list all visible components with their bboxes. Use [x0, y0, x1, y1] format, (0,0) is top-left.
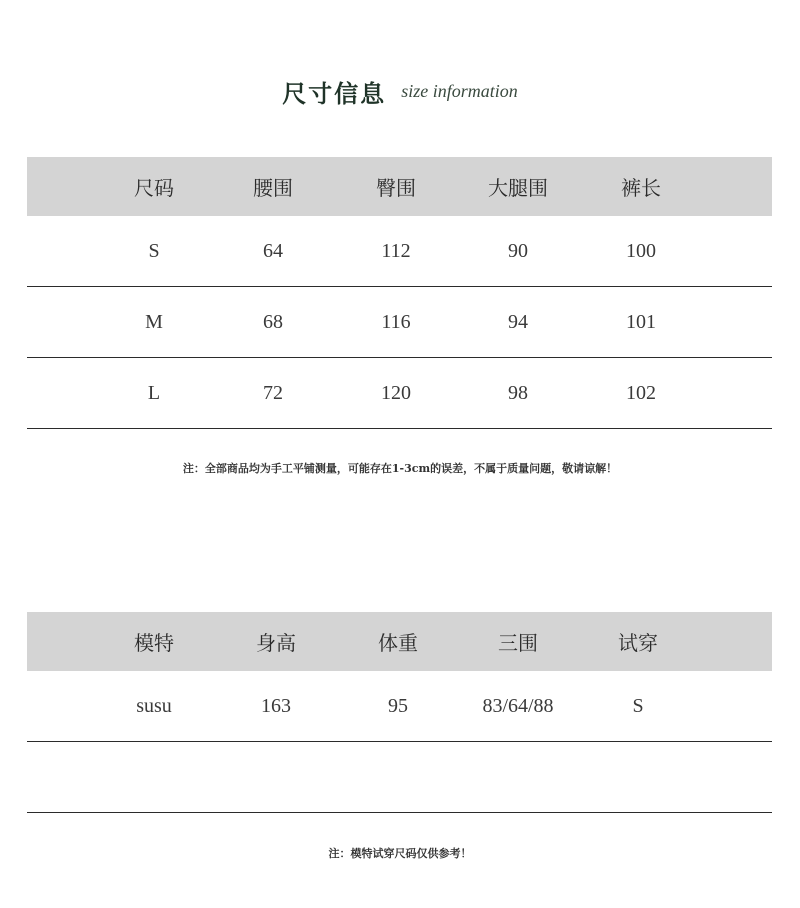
cell-hip: 120 — [381, 381, 411, 404]
model-table — [27, 612, 772, 813]
cell-length: 100 — [626, 239, 656, 262]
cell-length: 102 — [626, 381, 656, 404]
table-row — [27, 358, 772, 429]
size-note: 注：全部商品均为手工平铺测量，可能存在1-3cm的误差，不属于质量问题，敬请谅解！ — [182, 462, 618, 475]
cell-thigh: 94 — [508, 310, 528, 333]
cell-hip: 116 — [381, 310, 411, 333]
cell-model: susu — [136, 694, 172, 717]
title-english: size information — [401, 81, 518, 101]
cell-waist: 72 — [263, 381, 283, 404]
cell-thigh: 90 — [508, 239, 528, 262]
header-weight: 体重 — [378, 631, 418, 655]
title-chinese: 尺寸信息 — [282, 79, 387, 108]
table-row — [27, 671, 772, 742]
model-table-header — [27, 612, 772, 671]
cell-height: 163 — [261, 694, 291, 717]
header-length: 裤长 — [621, 176, 661, 200]
cell-weight — [338, 742, 458, 812]
cell-tried-size: S — [632, 694, 644, 717]
header-model: 模特 — [134, 631, 174, 655]
model-note: 注：模特试穿尺码仅供参考！ — [328, 847, 472, 860]
cell-height — [216, 742, 336, 812]
header-measurements: 三围 — [498, 631, 538, 655]
header-tried-size: 试穿 — [618, 631, 658, 655]
page-title — [0, 74, 800, 109]
size-table — [27, 157, 772, 429]
cell-weight: 95 — [388, 694, 408, 717]
header-hip: 臀围 — [376, 176, 416, 200]
header-size: 尺码 — [134, 176, 174, 200]
cell-measurements: 83/64/88 — [482, 694, 554, 717]
size-table-header — [27, 157, 772, 216]
header-thigh: 大腿围 — [488, 176, 548, 200]
table-row — [27, 216, 772, 287]
cell-length: 101 — [626, 310, 656, 333]
cell-hip: 112 — [381, 239, 411, 262]
cell-tried-size — [578, 742, 698, 812]
cell-size: S — [148, 239, 160, 262]
table-row — [27, 287, 772, 358]
table-row — [27, 742, 772, 813]
header-height: 身高 — [256, 631, 296, 655]
cell-measurements — [458, 742, 578, 812]
cell-thigh: 98 — [508, 381, 528, 404]
cell-waist: 68 — [263, 310, 283, 333]
cell-size: L — [147, 381, 161, 404]
cell-size: M — [145, 310, 163, 333]
cell-model — [94, 742, 214, 812]
header-waist: 腰围 — [253, 176, 293, 200]
cell-waist: 64 — [263, 239, 283, 262]
